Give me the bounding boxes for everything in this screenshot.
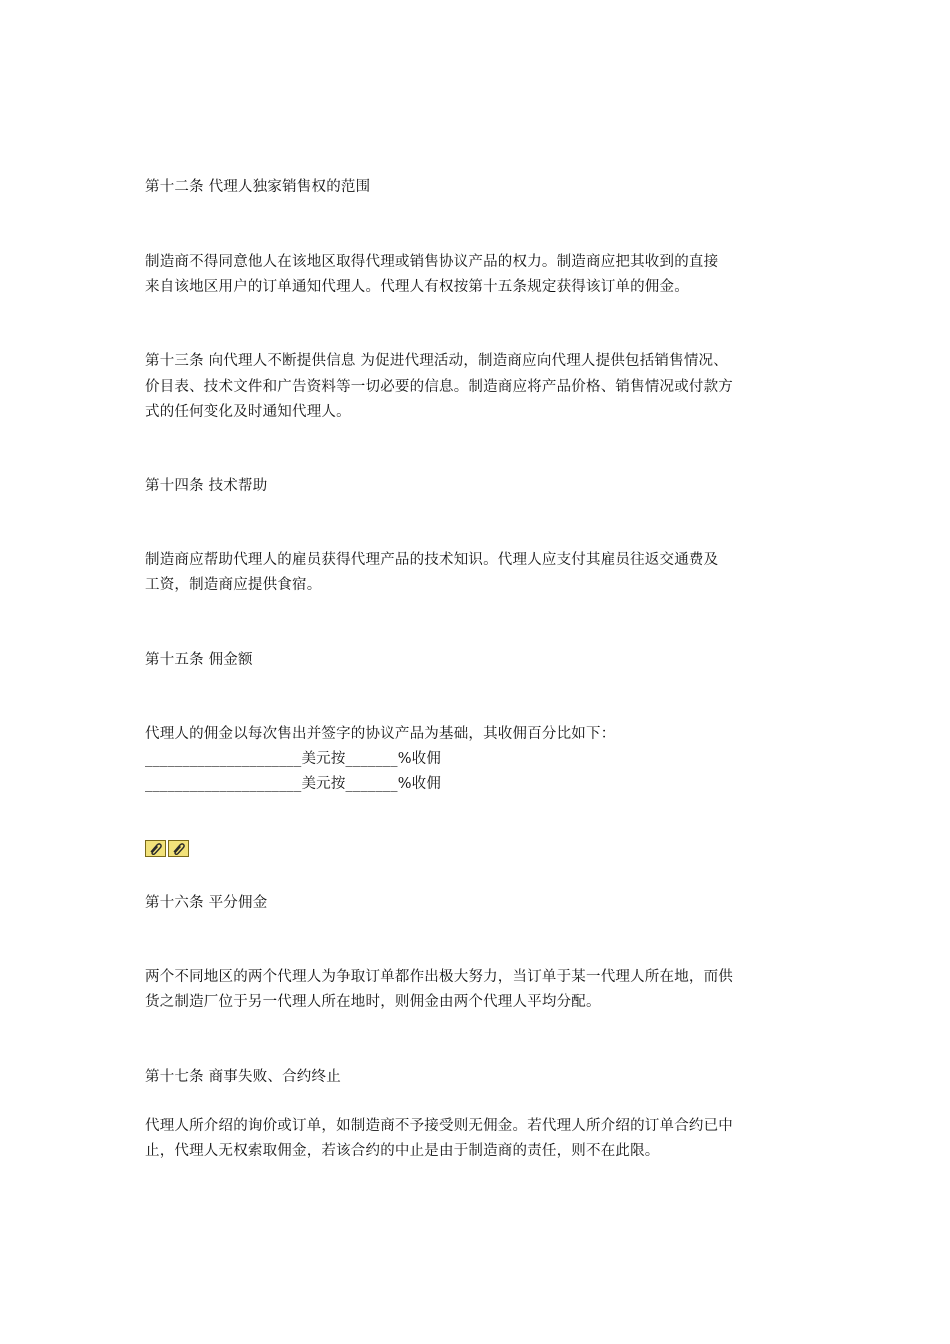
section-17-body-line-1: 代理人所介绍的询价或订单，如制造商不予接受则无佣金。若代理人所介绍的订单合约已中 <box>145 1118 733 1134</box>
commission-rate-line-2: _____________________美元按_______%收佣 <box>145 776 442 792</box>
clip-icon <box>145 840 166 857</box>
clip-icon <box>168 840 189 857</box>
section-16-body-line-1: 两个不同地区的两个代理人为争取订单都作出极大努力，当订单于某一代理人所在地，而供 <box>145 969 733 985</box>
section-16-heading: 第十六条 平分佣金 <box>145 895 268 911</box>
section-14-body-line-1: 制造商应帮助代理人的雇员获得代理产品的技术知识。代理人应支付其雇员往返交通费及 <box>145 552 719 568</box>
section-15-heading: 第十五条 佣金额 <box>145 652 253 668</box>
section-13-body-line-1: 第十三条 向代理人不断提供信息 为促进代理活动，制造商应向代理人提供包括销售情况、 <box>145 353 728 369</box>
section-12-body-line-2: 来自该地区用户的订单通知代理人。代理人有权按第十五条规定获得该订单的佣金。 <box>145 279 689 295</box>
section-12-body-line-1: 制造商不得同意他人在该地区取得代理或销售协议产品的权力。制造商应把其收到的直接 <box>145 254 719 270</box>
section-15-body-line-1: 代理人的佣金以每次售出并签字的协议产品为基础，其收佣百分比如下： <box>145 726 616 742</box>
section-13-body-line-2: 价目表、技术文件和广告资料等一切必要的信息。制造商应将产品价格、销售情况或付款方 <box>145 379 733 395</box>
section-16-body-line-2: 货之制造厂位于另一代理人所在地时，则佣金由两个代理人平均分配。 <box>145 994 601 1010</box>
section-13-body-line-3: 式的任何变化及时通知代理人。 <box>145 404 351 420</box>
section-14-body-line-2: 工资，制造商应提供食宿。 <box>145 577 322 593</box>
section-14-heading: 第十四条 技术帮助 <box>145 478 268 494</box>
section-17-body-line-2: 止，代理人无权索取佣金，若该合约的中止是由于制造商的责任，则不在此限。 <box>145 1143 660 1159</box>
inline-icon-group <box>145 840 189 857</box>
commission-rate-line-1: _____________________美元按_______%收佣 <box>145 751 442 767</box>
section-17-heading: 第十七条 商事失败、合约终止 <box>145 1069 341 1085</box>
section-12-heading: 第十二条 代理人独家销售权的范围 <box>145 179 371 195</box>
